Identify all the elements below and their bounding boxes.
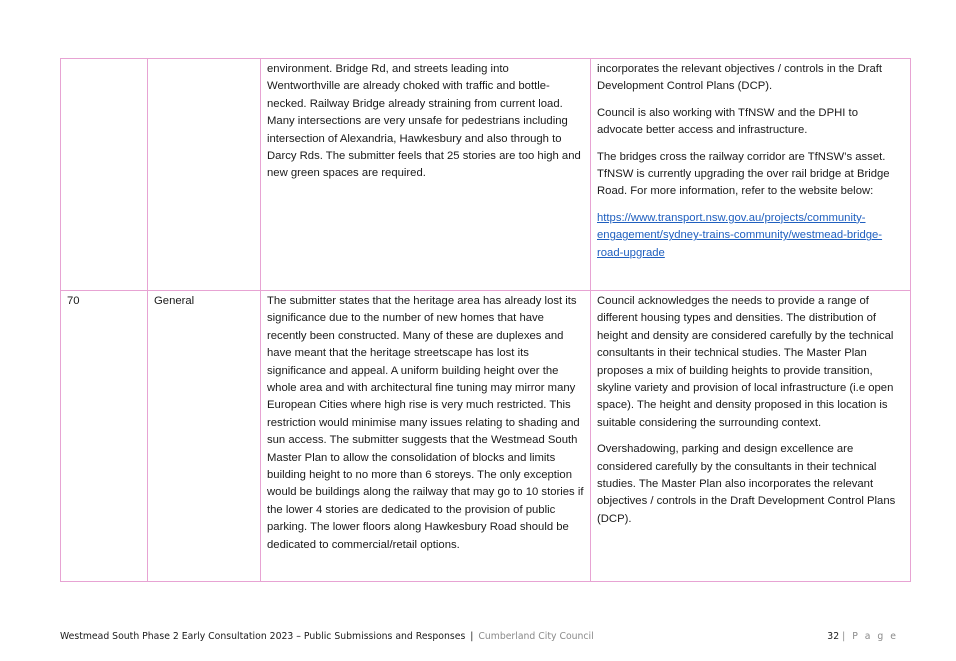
page-label: | P a g e <box>842 631 898 642</box>
footer-separator: | <box>470 631 474 642</box>
submission-id-cell <box>61 59 148 291</box>
page-number-value: 32 <box>827 631 840 642</box>
submission-text: environment. Bridge Rd, and streets leading into Wentworthville are already choked with traffic and bottle-necked. Railway Bridge already straining from current load. Many intersections are very unsafe for pedestrians including intersection of Alexandria, Hawkesbury and also through to Darcy Rds. The submitter feels that 25 stories are too high and new green spaces are required. <box>267 63 581 180</box>
category-cell: General <box>148 291 261 582</box>
response-cell <box>591 59 911 291</box>
submissions-table <box>60 58 911 582</box>
response-paragraph: Council acknowledges the needs to provide a range of different housing types and densities. The distribution of height and density are considered carefully by the technical consultants in their technical studies. The Master Plan proposes a mix of building heights to provide transition, skyline variety and provision of local infrastructure (i.e open space). The height and density proposed in this location is suitable considering the surrounding context. <box>597 295 894 429</box>
page-number <box>827 631 898 642</box>
response-cell <box>591 291 911 582</box>
page-footer <box>60 631 898 642</box>
response-paragraph: The bridges cross the railway corridor are TfNSW’s asset. TfNSW is currently upgrading the over rail bridge at Bridge Road. For more information, refer to the website below: <box>597 150 890 198</box>
response-paragraph: Council is also working with TfNSW and the DPHI to advocate better access and infrastructure. <box>597 106 858 137</box>
submission-cell <box>261 291 591 582</box>
table-row <box>61 59 911 291</box>
footer-document-title: Westmead South Phase 2 Early Consultation 2023 – Public Submissions and Responses <box>60 631 466 642</box>
submission-text: The submitter states that the heritage area has already lost its significance due to the number of new homes that have recently been constructed. Many of these are duplexes and have meant that the heritage streetscape has lost its significance and appeal. A uniform building height over the whole area and with architectural fine tuning may mirror many European Cities where high rise is very much restricted. This restriction would minimise many issues relating to shading and sun access. The submitter suggests that the Westmead South Master Plan to allow the consolidation of blocks and limits building height to no more than 6 storeys. The only exception would be buildings along the railway that may go to 10 stories if the lower 4 stories are dedicated to the provision of public parking. The lower floors along Hawkesbury Road should be dedicated to commercial/retail options. <box>267 295 584 551</box>
response-paragraph: Overshadowing, parking and design excellence are considered carefully by the consultants in their technical studies. The Master Plan also incorporates the relevant objectives / controls in the Draft Development Control Plans (DCP). <box>597 443 896 525</box>
response-paragraph: incorporates the relevant objectives / controls in the Draft Development Control Plans (DCP). <box>597 63 883 93</box>
table-row <box>61 291 911 582</box>
submission-cell <box>261 59 591 291</box>
footer-organisation: Cumberland City Council <box>478 631 594 642</box>
submission-id-cell: 70 <box>61 291 148 582</box>
category-cell <box>148 59 261 291</box>
transport-nsw-link[interactable]: https://www.transport.nsw.gov.au/projects/community-engagement/sydney-trains-community/westmead-bridge-road-upgrade <box>597 211 883 259</box>
